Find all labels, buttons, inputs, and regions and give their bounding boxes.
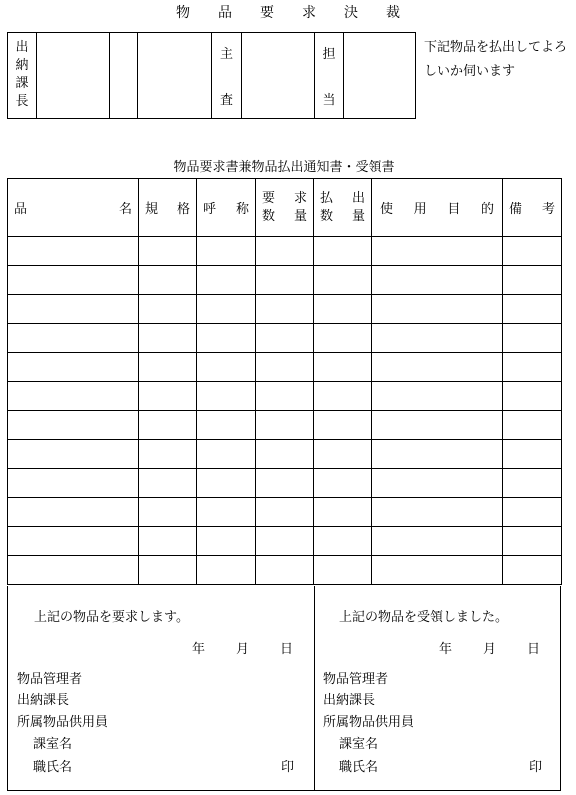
cell-spec[interactable]: [139, 353, 197, 382]
cell-item-name[interactable]: [8, 469, 139, 498]
label-char: 長: [15, 94, 29, 109]
signature-section: [7, 586, 561, 791]
approval-label-treasurer: [8, 33, 37, 119]
cell-unit[interactable]: [197, 237, 256, 266]
date-year-label: 年: [439, 642, 453, 657]
cell-requested-qty[interactable]: [256, 324, 314, 353]
table-row: [8, 324, 562, 353]
cell-unit[interactable]: [197, 411, 256, 440]
table-row: [8, 556, 562, 585]
department-label: 課室名: [339, 737, 379, 752]
cell-requested-qty[interactable]: [256, 295, 314, 324]
cell-issued-qty[interactable]: [314, 295, 372, 324]
col-header-remarks: 備 考: [503, 179, 562, 237]
department-label: 課室名: [33, 737, 73, 752]
cell-unit[interactable]: [197, 295, 256, 324]
cell-issued-qty[interactable]: [314, 382, 372, 411]
table-row: [8, 411, 562, 440]
cell-spec[interactable]: [139, 498, 197, 527]
cell-issued-qty[interactable]: [314, 353, 372, 382]
cell-spec[interactable]: [139, 266, 197, 295]
title-char: 求: [302, 5, 316, 21]
date-month-label: 月: [236, 642, 250, 657]
approval-label-staff: [315, 33, 344, 119]
table-row: [8, 353, 562, 382]
stamp-cell[interactable]: [242, 33, 315, 119]
cell-remarks[interactable]: [503, 498, 562, 527]
date-day-label: 日: [527, 642, 541, 657]
approval-label-chief: [212, 33, 242, 119]
label-char: 担: [322, 47, 336, 62]
cell-remarks[interactable]: [503, 527, 562, 556]
col-header-spec: 規 格: [139, 179, 197, 237]
cell-remarks[interactable]: [503, 440, 562, 469]
cell-spec[interactable]: [139, 556, 197, 585]
cell-unit[interactable]: [197, 382, 256, 411]
title-char: 要: [260, 5, 274, 21]
cell-unit[interactable]: [197, 556, 256, 585]
label-char: 査: [219, 93, 233, 108]
cell-issued-qty[interactable]: [314, 440, 372, 469]
cell-unit[interactable]: [197, 498, 256, 527]
cell-purpose[interactable]: [372, 295, 503, 324]
col-header-issued-qty: 払 出 数 量: [314, 179, 372, 237]
table-row: [8, 498, 562, 527]
title-char: 裁: [386, 5, 400, 21]
cell-requested-qty[interactable]: [256, 237, 314, 266]
receipt-statement: 上記の物品を受領しました。: [339, 610, 509, 625]
label-char: 当: [322, 93, 336, 108]
stamp-cell[interactable]: [37, 33, 110, 119]
header-row: [8, 179, 562, 237]
cell-item-name[interactable]: [8, 527, 139, 556]
table-row: [8, 382, 562, 411]
title-char: 品: [218, 5, 232, 21]
approval-table: [7, 32, 416, 119]
cell-purpose[interactable]: [372, 266, 503, 295]
cell-requested-qty[interactable]: [256, 440, 314, 469]
cell-remarks[interactable]: [503, 353, 562, 382]
cell-unit[interactable]: [197, 266, 256, 295]
cell-purpose[interactable]: [372, 411, 503, 440]
cell-issued-qty[interactable]: [314, 527, 372, 556]
title-char: 決: [344, 5, 358, 21]
cell-spec[interactable]: [139, 324, 197, 353]
form-title: [0, 2, 576, 22]
cell-purpose[interactable]: [372, 527, 503, 556]
cell-purpose[interactable]: [372, 324, 503, 353]
cell-requested-qty[interactable]: [256, 382, 314, 411]
cell-issued-qty[interactable]: [314, 324, 372, 353]
request-statement: 上記の物品を要求します。: [34, 610, 189, 625]
cell-issued-qty[interactable]: [314, 498, 372, 527]
col-header-item-name: 品 名: [8, 179, 139, 237]
cell-item-name[interactable]: [8, 353, 139, 382]
date-year-label: 年: [192, 642, 206, 657]
cell-issued-qty[interactable]: [314, 237, 372, 266]
cell-remarks[interactable]: [503, 237, 562, 266]
cell-spec[interactable]: [139, 382, 197, 411]
name-title-label: 職氏名: [339, 760, 379, 775]
cell-unit[interactable]: [197, 324, 256, 353]
col-header-purpose: 使 用 目 的: [372, 179, 503, 237]
cell-unit[interactable]: [197, 469, 256, 498]
cell-remarks[interactable]: [503, 556, 562, 585]
title-char: 物: [176, 5, 190, 21]
seal-label: 印: [281, 760, 295, 775]
name-title-label: 職氏名: [33, 760, 73, 775]
cell-spec[interactable]: [139, 527, 197, 556]
cell-issued-qty[interactable]: [314, 411, 372, 440]
form-subtitle: 物品要求書兼物品払出通知書・受領書: [173, 160, 395, 175]
cell-issued-qty[interactable]: [314, 469, 372, 498]
label-char: 納: [15, 58, 29, 73]
stamp-cell[interactable]: [138, 33, 212, 119]
cell-spec[interactable]: [139, 411, 197, 440]
cell-item-name[interactable]: [8, 382, 139, 411]
cell-requested-qty[interactable]: [256, 353, 314, 382]
cell-purpose[interactable]: [372, 237, 503, 266]
cell-issued-qty[interactable]: [314, 266, 372, 295]
col-header-unit: 呼 称: [197, 179, 256, 237]
table-row: [8, 440, 562, 469]
cell-purpose[interactable]: [372, 353, 503, 382]
cell-item-name[interactable]: [8, 295, 139, 324]
cell-spec[interactable]: [139, 469, 197, 498]
cell-issued-qty[interactable]: [314, 556, 372, 585]
property-manager-label: 物品管理者: [17, 672, 83, 687]
label-char: 出: [15, 40, 29, 55]
cell-requested-qty[interactable]: [256, 411, 314, 440]
cell-unit[interactable]: [197, 440, 256, 469]
cell-remarks[interactable]: [503, 324, 562, 353]
treasurer-label: 出納課長: [17, 693, 70, 708]
col-header-requested-qty: 要 求 数 量: [256, 179, 314, 237]
cell-purpose[interactable]: [372, 556, 503, 585]
cell-unit[interactable]: [197, 353, 256, 382]
cell-requested-qty[interactable]: [256, 266, 314, 295]
section-divider: [314, 586, 315, 790]
cell-unit[interactable]: [197, 527, 256, 556]
cell-item-name[interactable]: [8, 266, 139, 295]
label-char: 課: [15, 76, 29, 91]
cell-item-name[interactable]: [8, 411, 139, 440]
cell-requested-qty[interactable]: [256, 498, 314, 527]
cell-purpose[interactable]: [372, 498, 503, 527]
cell-remarks[interactable]: [503, 266, 562, 295]
items-table: [7, 178, 562, 585]
cell-item-name[interactable]: [8, 324, 139, 353]
cell-remarks[interactable]: [503, 295, 562, 324]
cell-item-name[interactable]: [8, 498, 139, 527]
cell-remarks[interactable]: [503, 382, 562, 411]
request-note: 下記物品を払出してよろしいか伺います: [424, 40, 568, 79]
cell-item-name[interactable]: [8, 556, 139, 585]
cell-spec[interactable]: [139, 237, 197, 266]
treasurer-label: 出納課長: [323, 693, 376, 708]
cell-remarks[interactable]: [503, 411, 562, 440]
cell-item-name[interactable]: [8, 440, 139, 469]
custodian-label: 所属物品供用員: [17, 715, 109, 730]
table-row: [8, 266, 562, 295]
date-day-label: 日: [280, 642, 294, 657]
cell-requested-qty[interactable]: [256, 556, 314, 585]
cell-purpose[interactable]: [372, 382, 503, 411]
stamp-cell[interactable]: [344, 33, 416, 119]
cell-requested-qty[interactable]: [256, 527, 314, 556]
cell-purpose[interactable]: [372, 469, 503, 498]
date-month-label: 月: [483, 642, 497, 657]
cell-remarks[interactable]: [503, 469, 562, 498]
table-row: [8, 237, 562, 266]
table-row: [8, 527, 562, 556]
cell-purpose[interactable]: [372, 440, 503, 469]
table-row: [8, 295, 562, 324]
cell-spec[interactable]: [139, 440, 197, 469]
cell-item-name[interactable]: [8, 237, 139, 266]
seal-label: 印: [529, 760, 543, 775]
table-row: [8, 469, 562, 498]
cell-requested-qty[interactable]: [256, 469, 314, 498]
stamp-cell[interactable]: [110, 33, 138, 119]
cell-spec[interactable]: [139, 295, 197, 324]
label-char: 主: [219, 47, 233, 62]
custodian-label: 所属物品供用員: [323, 715, 415, 730]
property-manager-label: 物品管理者: [323, 672, 389, 687]
